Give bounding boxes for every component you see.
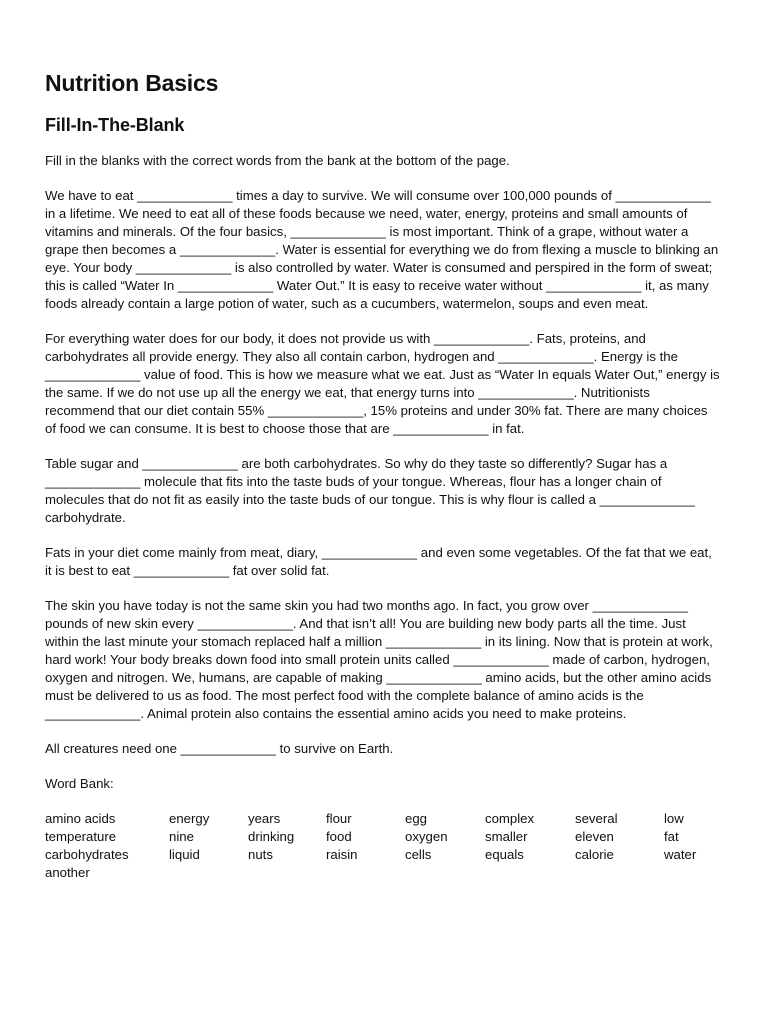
word-bank-item: water: [664, 847, 697, 862]
word-bank-item: liquid: [169, 847, 200, 862]
word-bank-item: carbohydrates: [45, 847, 129, 862]
word-bank-item: fat: [664, 829, 679, 844]
word-bank-item: smaller: [485, 829, 528, 844]
word-bank: [45, 810, 722, 882]
word-bank-item: nine: [169, 829, 194, 844]
word-bank-item: complex: [485, 811, 535, 826]
page-title: Nutrition Basics: [45, 70, 219, 96]
word-bank-item: eleven: [575, 829, 614, 844]
word-bank-item: temperature: [45, 829, 117, 844]
word-bank-item: oxygen: [405, 829, 448, 844]
word-bank-item: amino acids: [45, 811, 116, 826]
instructions-text: Fill in the blanks with the correct words from the bank at the bottom of the page.: [45, 153, 510, 168]
word-bank-item: cells: [405, 847, 432, 862]
paragraph-proteins: The skin you have today is not the same skin you had two months ago. In fact, you grow over _____________ pounds of new skin every _____________. And that isn’t all! You are building new body parts all the time. Just within the last minute your stomach replaced half a million _____________ in its lining. Now that is protein at work, hard work! Your body breaks down food into small protein units called _____________ made of carbon, hydrogen, oxygen and nitrogen. We, humans, are capable of making _____________ amino acids, but the other amino acids must be delivered to us as food. The most perfect food with the complete balance of amino acids is the _____________. Animal protein also contains the essential amino acids you need to make proteins.: [45, 598, 713, 721]
word-bank-item: equals: [485, 847, 524, 862]
word-bank-item: energy: [169, 811, 210, 826]
paragraph-oxygen: All creatures need one _____________ to survive on Earth.: [45, 741, 394, 756]
word-bank-label: Word Bank:: [45, 776, 114, 791]
word-bank-item: several: [575, 811, 618, 826]
paragraph-energy: For everything water does for our body, it does not provide us with _____________. Fats, proteins, and carbohydrates all provide energy. They also all contain carbon, hydrogen and _____________. Energy is the _____________ value of food. This is how we measure what we eat. Just as “Water In equals Water Out,” energy is the same. If we do not use up all the energy we eat, that energy turns into _____________. Nutritionists recommend that our diet contain 55% _____________, 15% proteins and under 30% fat. There are many choices of food we can consume. It is best to choose those that are _____________ in fat.: [45, 331, 720, 436]
word-bank-item: food: [326, 829, 352, 844]
word-bank-item: egg: [405, 811, 428, 826]
paragraph-carbohydrates: Table sugar and _____________ are both carbohydrates. So why do they taste so differently? Sugar has a _____________ molecule that fits into the taste buds of your tongue. Whereas, flour has a longer chain of molecules that do not fit as easily into the taste buds of our tongue. This is why flour is called a _____________ carbohydrate.: [45, 456, 696, 525]
page-subtitle: Fill-In-The-Blank: [45, 115, 185, 135]
word-bank-item: low: [664, 811, 684, 826]
word-bank-item: years: [248, 811, 281, 826]
paragraph-water: We have to eat _____________ times a day to survive. We will consume over 100,000 pounds of _____________ in a lifetime. We need to eat all of these foods because we need, water, energy, proteins and small amounts of vitamins and minerals. Of the four basics, _____________ is most important. Think of a grape, without water a grape then becomes a _____________. Water is essential for everything we do from flexing a muscle to blinking an eye. Your body _____________ is also controlled by water. Water is consumed and perspired in the form of sweat; this is called “Water In _____________ Water Out.” It is easy to receive water without _____________ it, as many foods already contain a large potion of water, such as a cucumbers, watermelon, soups and even meat.: [45, 188, 719, 311]
word-bank-item: another: [45, 865, 90, 880]
paragraph-fats: Fats in your diet come mainly from meat, diary, _____________ and even some vegetables. Of the fat that we eat, it is best to eat _____________ fat over solid fat.: [45, 545, 712, 578]
word-bank-item: raisin: [326, 847, 358, 862]
word-bank-item: flour: [326, 811, 352, 826]
word-bank-item: calorie: [575, 847, 614, 862]
word-bank-item: drinking: [248, 829, 295, 844]
word-bank-item: nuts: [248, 847, 273, 862]
